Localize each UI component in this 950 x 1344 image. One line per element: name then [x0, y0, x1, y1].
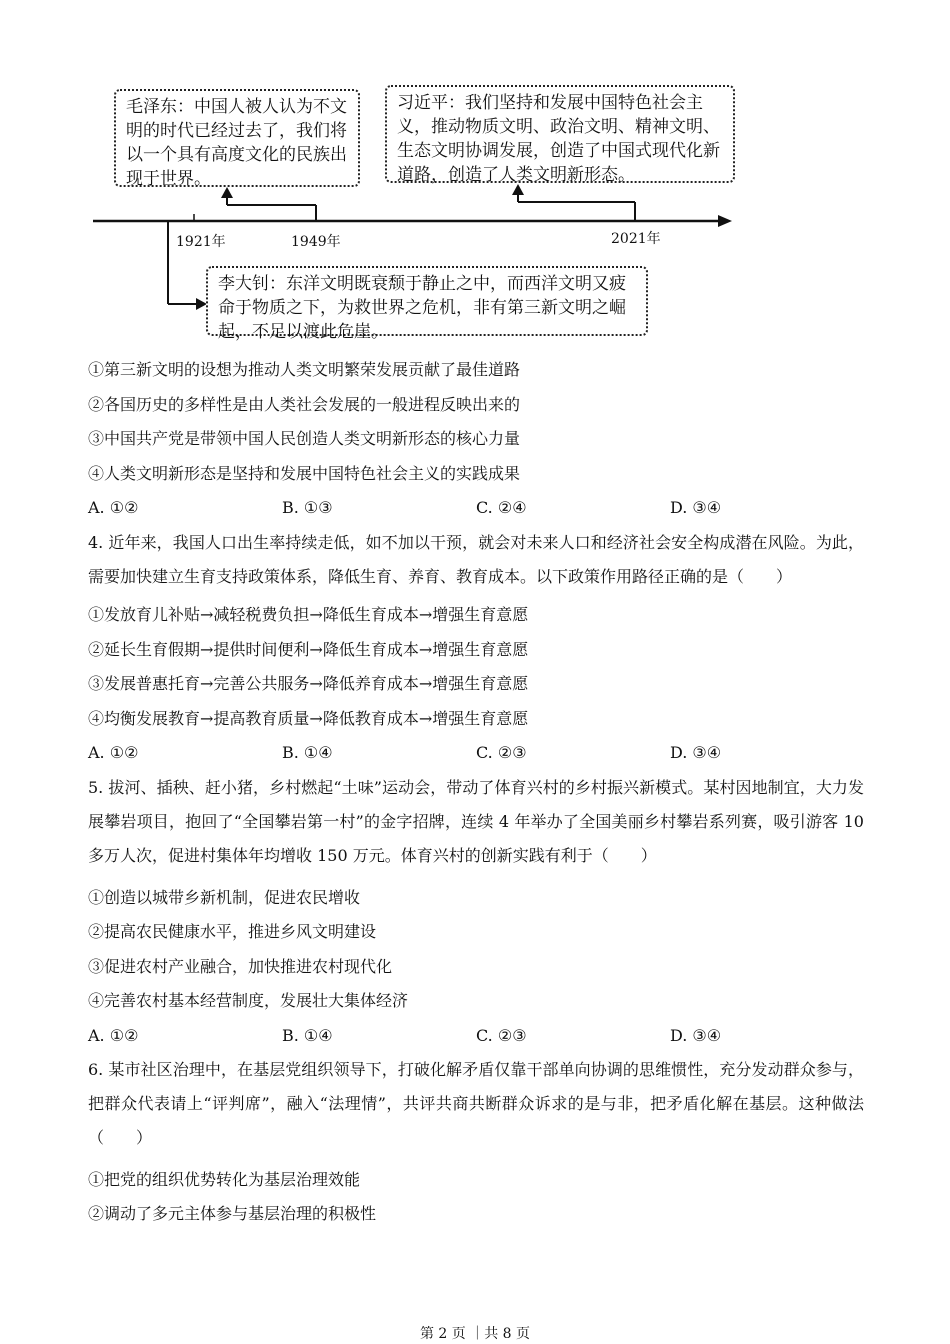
q4-option-b[interactable]: B. ①④: [282, 743, 333, 762]
li-quote-text: 李大钊：东洋文明既衰颓于静止之中，而西洋文明又疲命于物质之下，为救世界之危机，非有第三新文明之崛起，不足以渡此危崖。: [218, 274, 626, 342]
q4-item-4: ④均衡发展教育→提高教育质量→降低教育成本→增强生育意愿: [88, 709, 529, 728]
q5-item-3: ③促进农村产业融合，加快推进农村现代化: [88, 957, 393, 976]
mao-quote-box: [114, 89, 360, 187]
year-label-1949: 1949年: [291, 234, 341, 250]
xi-quote-box: [385, 85, 735, 183]
arrow-to-mao-box: [221, 187, 233, 198]
q4-item-1: ①发放育儿补贴→减轻税费负担→降低生育成本→增强生育意愿: [88, 605, 529, 624]
year-label-1921: 1921年: [176, 234, 226, 250]
q5-option-a[interactable]: A. ①②: [88, 1026, 139, 1045]
q5-item-4: ④完善农村基本经营制度，发展壮大集体经济: [88, 991, 409, 1010]
q6-item-1: ①把党的组织优势转化为基层治理效能: [88, 1170, 361, 1189]
q4-item-2: ②延长生育假期→提供时间便利→降低生育成本→增强生育意愿: [88, 640, 529, 659]
q3-item-4: ④人类文明新形态是坚持和发展中国特色社会主义的实践成果: [88, 464, 521, 483]
q4-option-a[interactable]: A. ①②: [88, 743, 139, 762]
year-label-2021: 2021年: [611, 231, 661, 247]
xi-quote-text: 习近平：我们坚持和发展中国特色社会主义，推动物质文明、政治文明、精神文明、生态文明协调发展，创造了中国式现代化新道路，创造了人类文明新形态。: [397, 93, 720, 185]
page-footer: 第 2 页 ｜共 8 页: [419, 1326, 531, 1342]
q5-option-b[interactable]: B. ①④: [282, 1026, 333, 1045]
li-quote-box: [206, 266, 648, 342]
q5-item-1: ①创造以城带乡新机制，促进农民增收: [88, 888, 361, 907]
q3-item-3: ③中国共产党是带领中国人民创造人类文明新形态的核心力量: [88, 429, 521, 448]
q3-option-a[interactable]: A. ①②: [88, 498, 139, 517]
q3-option-c[interactable]: C. ②④: [476, 498, 527, 517]
q5-option-c[interactable]: C. ②③: [476, 1026, 527, 1045]
q4-item-3: ③发展普惠托育→完善公共服务→降低养育成本→增强生育意愿: [88, 674, 529, 693]
q5-stem: 5. 拔河、插秧、赶小猪，乡村燃起“土味”运动会，带动了体育兴村的乡村振兴新模式。某村因地制宜，大力发展攀岩项目，抱回了“全国攀岩第一村”的金字招牌，连续 4 年举办了全国美丽乡村攀岩系列赛，吸引游客 10 多万人次，促进村集体年均增收 150 万元。体育兴村的创新实践有利于（ ）: [88, 778, 864, 865]
q3-option-d[interactable]: D. ③④: [670, 498, 722, 517]
mao-quote-text: 毛泽东：中国人被人认为不文明的时代已经过去了，我们将以一个具有高度文化的民族出现于世界。: [126, 97, 347, 189]
q5-option-d[interactable]: D. ③④: [670, 1026, 722, 1045]
q3-option-b[interactable]: B. ①③: [282, 498, 333, 517]
q4-stem: 4. 近年来，我国人口出生率持续走低，如不加以干预，就会对未来人口和经济社会安全构成潜在风险。为此，需要加快建立生育支持政策体系，降低生育、养育、教育成本。以下政策作用路径正确的是（ ）: [88, 533, 864, 586]
q3-item-2: ②各国历史的多样性是由人类社会发展的一般进程反映出来的: [88, 395, 521, 414]
q6-item-2: ②调动了多元主体参与基层治理的积极性: [88, 1204, 377, 1223]
timeline-diagram: [0, 0, 950, 345]
q5-item-2: ②提高农民健康水平，推进乡风文明建设: [88, 922, 377, 941]
q3-item-1: ①第三新文明的设想为推动人类文明繁荣发展贡献了最佳道路: [88, 360, 521, 379]
q4-option-c[interactable]: C. ②③: [476, 743, 527, 762]
timeline-arrowhead: [718, 215, 732, 227]
q6-stem: 6. 某市社区治理中，在基层党组织领导下，打破化解矛盾仅靠干部单向协调的思维惯性，充分发动群众参与，把群众代表请上“评判席”，融入“法理情”，共评共商共断群众诉求的是与非，把矛盾化解在基层。这种做法（ ）: [88, 1060, 864, 1147]
q4-option-d[interactable]: D. ③④: [670, 743, 722, 762]
